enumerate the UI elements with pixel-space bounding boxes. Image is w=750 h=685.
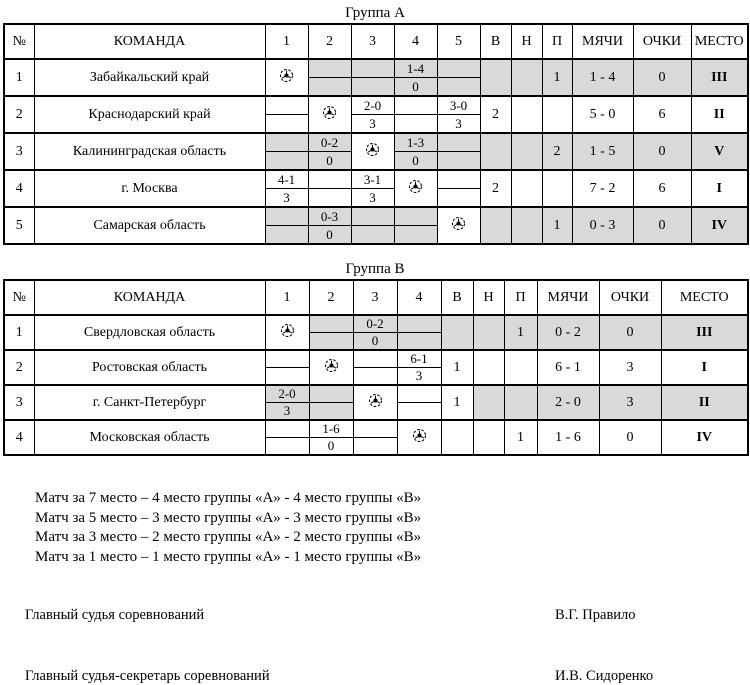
match-cell	[394, 207, 437, 244]
col-header-2: 2	[309, 280, 353, 315]
chief-referee-label: Главный судья соревнований	[25, 607, 205, 623]
row-number: 4	[4, 420, 34, 455]
goals-cell: 5 - 0	[572, 96, 633, 133]
place-cell: V	[691, 133, 748, 170]
place-cell: IV	[661, 420, 748, 455]
place-cell: I	[691, 170, 748, 207]
playoff-line: Матч за 5 место – 3 место группы «А» - 3 место группы «В»	[35, 509, 422, 526]
col-header-draws: Н	[511, 24, 542, 59]
match-cell: 1-4 0	[394, 59, 437, 96]
points-cell: 6	[633, 170, 691, 207]
col-header-losses: П	[542, 24, 572, 59]
match-cell: 0-2 0	[308, 133, 351, 170]
match-cell	[308, 59, 351, 96]
points-cell: 0	[633, 207, 691, 244]
col-header-3: 3	[351, 24, 394, 59]
group-a-header-row	[4, 24, 748, 59]
team-name: г. Санкт-Петербург	[34, 385, 265, 420]
col-header-1: 1	[265, 280, 309, 315]
match-cell: 3-0 3	[437, 96, 480, 133]
col-header-place: МЕСТО	[691, 24, 748, 59]
row-number: 1	[4, 59, 34, 96]
table-row	[4, 350, 748, 385]
col-header-num: №	[4, 280, 34, 315]
self-match-cell	[394, 170, 437, 207]
playoff-schedule	[35, 489, 750, 567]
losses-cell	[504, 350, 537, 385]
col-header-1: 1	[265, 24, 308, 59]
match-cell: 6-1 3	[397, 350, 441, 385]
col-header-goals: МЯЧИ	[572, 24, 633, 59]
signature-row	[0, 668, 750, 685]
place-cell: III	[691, 59, 748, 96]
match-cell: 2-0 3	[265, 385, 309, 420]
self-match-cell	[265, 59, 308, 96]
self-match-cell	[437, 207, 480, 244]
team-name: Калининградская область	[34, 133, 265, 170]
match-cell	[397, 315, 441, 350]
self-match-cell	[353, 385, 397, 420]
match-cell	[351, 59, 394, 96]
match-cell: 2-0 3	[351, 96, 394, 133]
draws-cell	[511, 96, 542, 133]
match-cell	[394, 96, 437, 133]
col-header-num: №	[4, 24, 34, 59]
table-row	[4, 315, 748, 350]
team-name: Московская область	[34, 420, 265, 455]
place-cell: I	[661, 350, 748, 385]
match-cell	[265, 420, 309, 455]
signature-block	[0, 607, 750, 685]
match-cell	[265, 133, 308, 170]
table-row	[4, 385, 748, 420]
signature-row	[0, 607, 750, 624]
wins-cell	[441, 315, 473, 350]
match-cell	[265, 96, 308, 133]
col-header-5: 5	[437, 24, 480, 59]
soccer-ball-icon	[280, 323, 295, 343]
group-a-title: Группа А	[345, 5, 405, 21]
row-number: 3	[4, 133, 34, 170]
wins-cell: 2	[480, 170, 511, 207]
wins-cell	[441, 420, 473, 455]
points-cell: 6	[633, 96, 691, 133]
team-name: г. Москва	[34, 170, 265, 207]
col-header-draws: Н	[473, 280, 504, 315]
place-cell: II	[661, 385, 748, 420]
match-cell: 1-6 0	[309, 420, 353, 455]
points-cell: 3	[599, 350, 661, 385]
col-header-wins: В	[480, 24, 511, 59]
team-name: Забайкальский край	[34, 59, 265, 96]
playoff-line: Матч за 7 место – 4 место группы «А» - 4 место группы «В»	[35, 490, 422, 506]
match-cell	[437, 59, 480, 96]
draws-cell	[511, 133, 542, 170]
losses-cell	[542, 96, 572, 133]
soccer-ball-icon	[368, 393, 383, 413]
group-b-table	[3, 279, 749, 456]
match-cell: 4-1 3	[265, 170, 308, 207]
match-cell	[309, 385, 353, 420]
match-cell	[308, 170, 351, 207]
table-row	[4, 96, 748, 133]
team-name: Самарская область	[34, 207, 265, 244]
match-cell: 0-3 0	[308, 207, 351, 244]
col-header-place: МЕСТО	[661, 280, 748, 315]
draws-cell	[511, 170, 542, 207]
losses-cell	[542, 170, 572, 207]
col-header-3: 3	[353, 280, 397, 315]
match-cell	[351, 207, 394, 244]
wins-cell	[480, 59, 511, 96]
col-header-wins: В	[441, 280, 473, 315]
losses-cell: 2	[542, 133, 572, 170]
goals-cell: 7 - 2	[572, 170, 633, 207]
secretary-referee-label: Главный судья-секретарь соревнований	[25, 668, 270, 684]
group-a-table	[3, 23, 749, 245]
col-header-points: ОЧКИ	[633, 24, 691, 59]
self-match-cell	[397, 420, 441, 455]
row-number: 2	[4, 350, 34, 385]
playoff-line: Матч за 1 место – 1 место группы «А» - 1 место группы «В»	[35, 548, 422, 565]
soccer-ball-icon	[322, 105, 337, 125]
goals-cell: 1 - 4	[572, 59, 633, 96]
col-header-losses: П	[504, 280, 537, 315]
secretary-referee-name: И.В. Сидоренко	[555, 668, 654, 684]
col-header-4: 4	[394, 24, 437, 59]
playoff-line: Матч за 3 место – 2 место группы «А» - 2 место группы «В»	[35, 529, 422, 545]
place-cell: II	[691, 96, 748, 133]
points-cell: 0	[599, 420, 661, 455]
points-cell: 0	[633, 59, 691, 96]
team-name: Ростовская область	[34, 350, 265, 385]
row-number: 2	[4, 96, 34, 133]
goals-cell: 6 - 1	[537, 350, 599, 385]
wins-cell	[480, 207, 511, 244]
self-match-cell	[265, 315, 309, 350]
col-header-team: КОМАНДА	[34, 24, 265, 59]
match-cell	[309, 315, 353, 350]
wins-cell	[480, 133, 511, 170]
points-cell: 0	[599, 315, 661, 350]
soccer-ball-icon	[365, 142, 380, 162]
losses-cell: 1	[504, 420, 537, 455]
soccer-ball-icon	[324, 358, 339, 378]
col-header-points: ОЧКИ	[599, 280, 661, 315]
match-cell	[265, 207, 308, 244]
points-cell: 0	[633, 133, 691, 170]
row-number: 1	[4, 315, 34, 350]
table-row	[4, 420, 748, 455]
wins-cell: 1	[441, 385, 473, 420]
col-header-4: 4	[397, 280, 441, 315]
draws-cell	[473, 315, 504, 350]
points-cell: 3	[599, 385, 661, 420]
wins-cell: 1	[441, 350, 473, 385]
soccer-ball-icon	[408, 179, 423, 199]
match-cell	[437, 133, 480, 170]
wins-cell: 2	[480, 96, 511, 133]
losses-cell: 1	[542, 59, 572, 96]
match-cell: 3-1 3	[351, 170, 394, 207]
row-number: 3	[4, 385, 34, 420]
place-cell: IV	[691, 207, 748, 244]
self-match-cell	[308, 96, 351, 133]
table-row	[4, 170, 748, 207]
goals-cell: 0 - 3	[572, 207, 633, 244]
soccer-ball-icon	[412, 428, 427, 448]
self-match-cell	[309, 350, 353, 385]
chief-referee-name: В.Г. Правило	[555, 607, 636, 623]
col-header-team: КОМАНДА	[34, 280, 265, 315]
match-cell	[353, 420, 397, 455]
table-row	[4, 207, 748, 244]
match-cell: 0-2 0	[353, 315, 397, 350]
self-match-cell	[351, 133, 394, 170]
losses-cell: 1	[542, 207, 572, 244]
group-b-header-row	[4, 280, 748, 315]
group-b-title: Группа В	[345, 261, 405, 277]
soccer-ball-icon	[451, 216, 466, 236]
draws-cell	[473, 385, 504, 420]
draws-cell	[473, 350, 504, 385]
place-cell: III	[661, 315, 748, 350]
goals-cell: 1 - 5	[572, 133, 633, 170]
draws-cell	[511, 59, 542, 96]
goals-cell: 1 - 6	[537, 420, 599, 455]
soccer-ball-icon	[279, 68, 294, 88]
team-name: Краснодарский край	[34, 96, 265, 133]
draws-cell	[511, 207, 542, 244]
match-cell	[437, 170, 480, 207]
row-number: 4	[4, 170, 34, 207]
goals-cell: 2 - 0	[537, 385, 599, 420]
table-row	[4, 59, 748, 96]
match-cell: 1-3 0	[394, 133, 437, 170]
team-name: Свердловская область	[34, 315, 265, 350]
match-cell	[353, 350, 397, 385]
losses-cell	[504, 385, 537, 420]
losses-cell: 1	[504, 315, 537, 350]
match-cell	[265, 350, 309, 385]
col-header-2: 2	[308, 24, 351, 59]
table-row	[4, 133, 748, 170]
match-cell	[397, 385, 441, 420]
draws-cell	[473, 420, 504, 455]
row-number: 5	[4, 207, 34, 244]
goals-cell: 0 - 2	[537, 315, 599, 350]
col-header-goals: МЯЧИ	[537, 280, 599, 315]
